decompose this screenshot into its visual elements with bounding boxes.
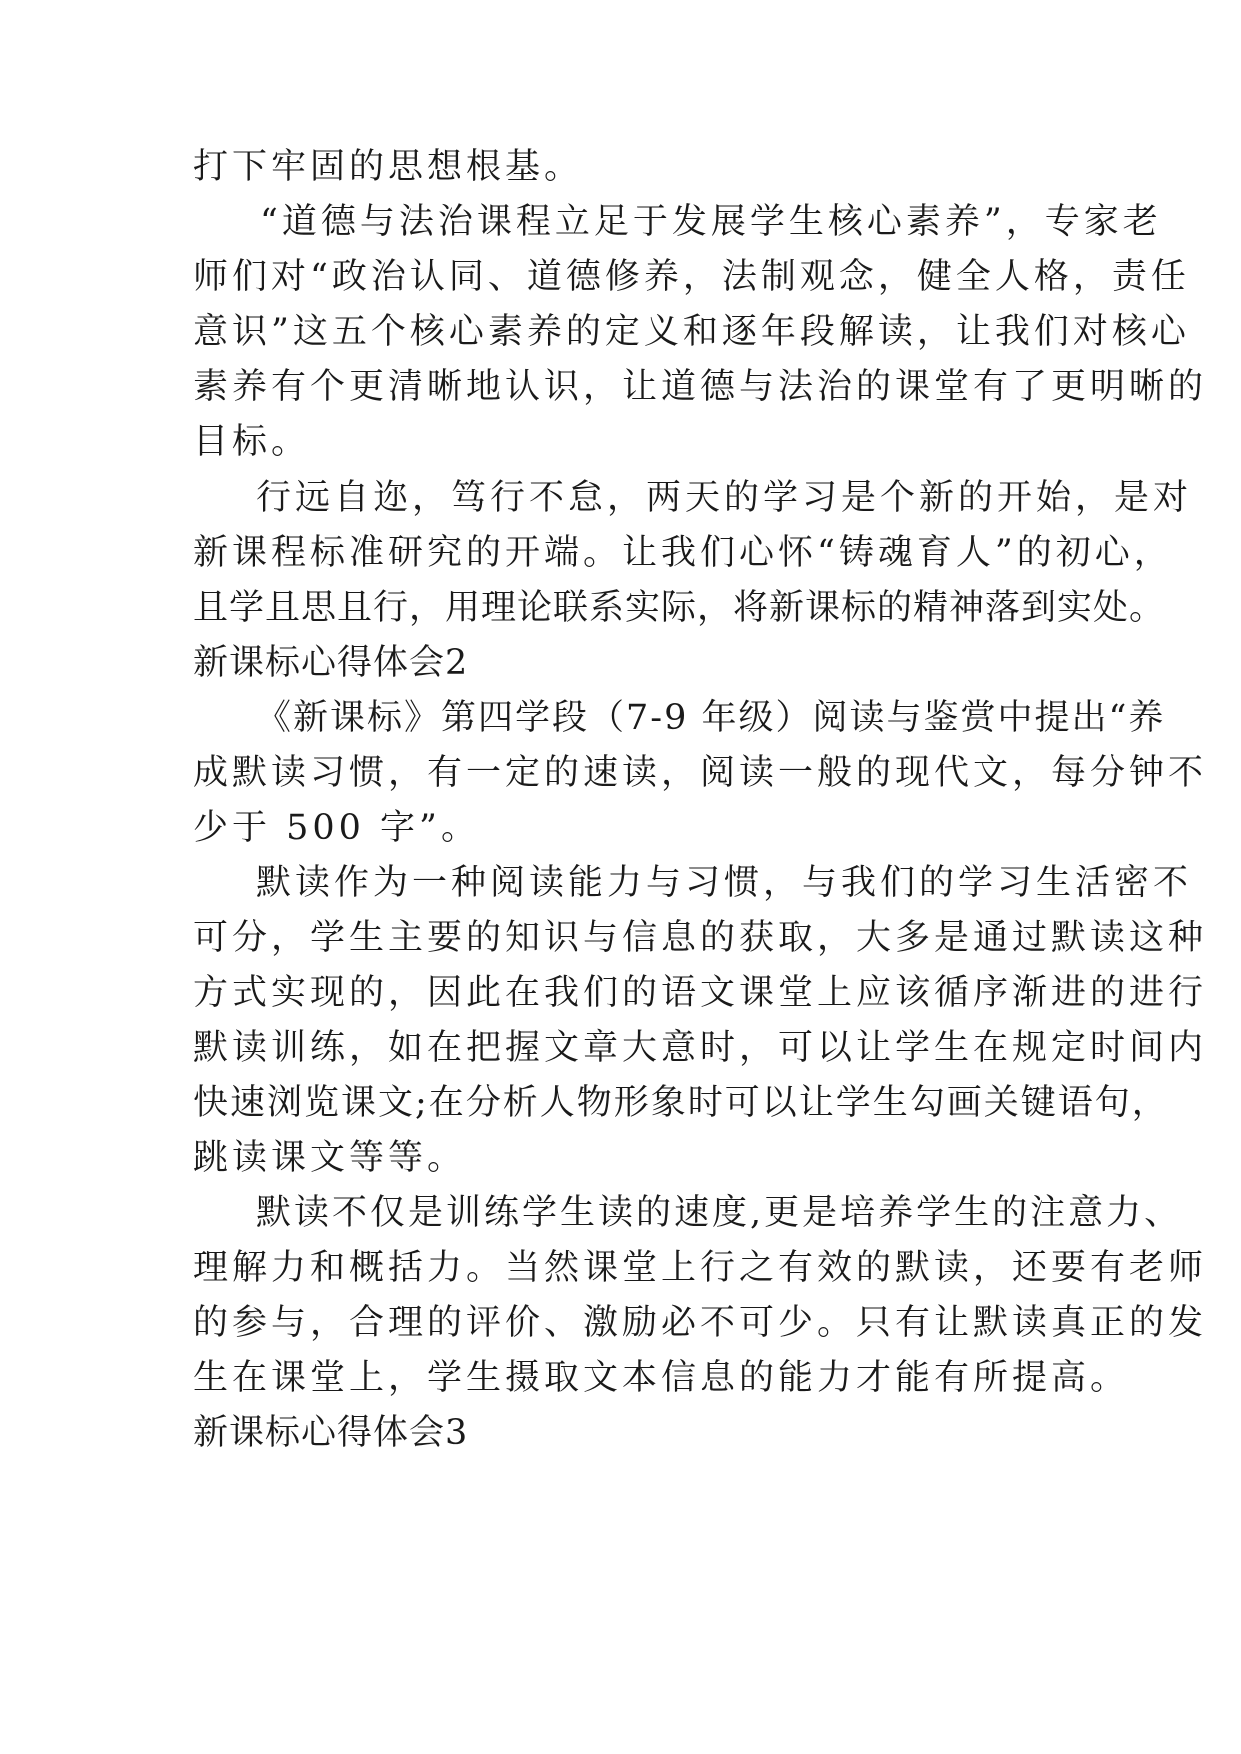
- text-line: 生在课堂上，学生摄取文本信息的能力才能有所提高。: [193, 1358, 1130, 1398]
- text-line: 且学且思且行，用理论联系实际，将新课标的精神落到实处。: [193, 588, 1166, 628]
- text-line: 师们对“政治认同、道德修养，法制观念，健全人格，责任: [193, 257, 1190, 297]
- text-line: 快速浏览课文;在分析人物形象时可以让学生勾画关键语句，: [193, 1083, 1169, 1123]
- text-line: 默读作为一种阅读能力与习惯，与我们的学习生活密不: [256, 863, 1193, 903]
- text-line: 打下牢固的思想根基。: [193, 147, 584, 187]
- text-line: 的参与，合理的评价、激励必不可少。只有让默读真正的发: [193, 1303, 1208, 1343]
- text-line: 理解力和概括力。当然课堂上行之有效的默读，还要有老师: [193, 1248, 1208, 1288]
- text-line: 默读不仅是训练学生读的速度,更是培养学生的注意力、: [256, 1193, 1183, 1233]
- text-line: 意识”这五个核心素养的定义和逐年段解读，让我们对核心: [193, 312, 1190, 352]
- text-line: 成默读习惯，有一定的速读，阅读一般的现代文，每分钟不: [193, 753, 1208, 793]
- text-line: 新课程标准研究的开端。让我们心怀“铸魂育人”的初心，: [193, 533, 1173, 573]
- section-heading: 新课标心得体会3: [193, 1413, 469, 1453]
- section-heading: 新课标心得体会2: [193, 643, 469, 683]
- text-line: 少于 500 字”。: [193, 808, 480, 848]
- text-line: “道德与法治课程立足于发展学生核心素养”，专家老: [260, 202, 1162, 242]
- text-line: 跳读课文等等。: [193, 1138, 467, 1178]
- text-line: 方式实现的，因此在我们的语文课堂上应该循序渐进的进行: [193, 973, 1208, 1013]
- text-line: 默读训练，如在把握文章大意时，可以让学生在规定时间内: [193, 1028, 1208, 1068]
- text-line: 《新课标》第四学段（7-9 年级）阅读与鉴赏中提出“养: [256, 698, 1166, 738]
- text-line: 素养有个更清晰地认识，让道德与法治的课堂有了更明晰的: [193, 367, 1208, 407]
- text-line: 目标。: [193, 422, 311, 462]
- text-line: 可分，学生主要的知识与信息的获取，大多是通过默读这种: [193, 918, 1208, 958]
- text-line: 行远自迩，笃行不怠，两天的学习是个新的开始，是对: [256, 478, 1193, 518]
